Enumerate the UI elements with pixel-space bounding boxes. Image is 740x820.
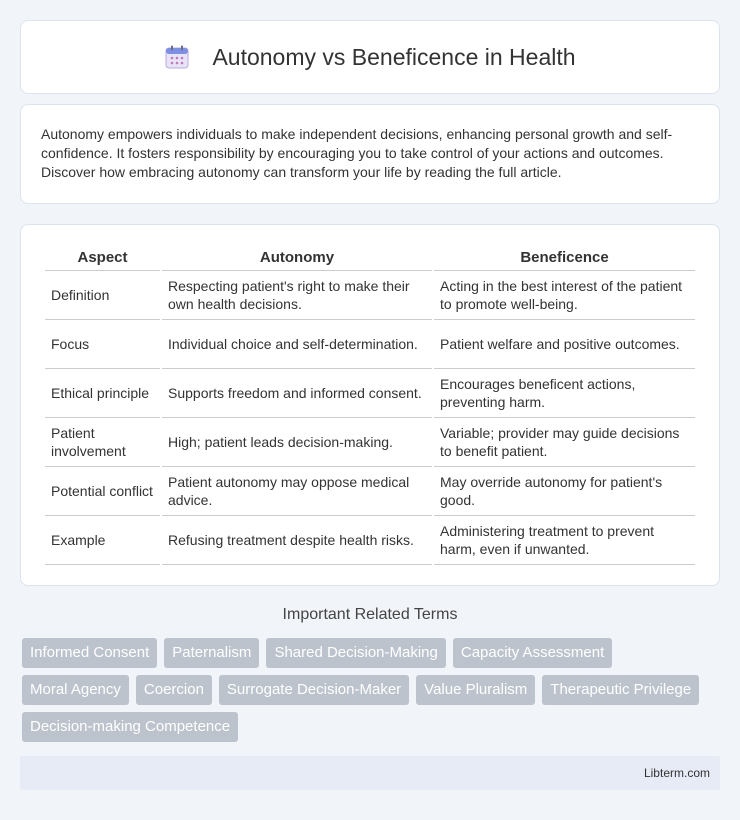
cell-autonomy: High; patient leads decision-making. — [162, 418, 432, 467]
table-row — [45, 516, 695, 565]
header-aspect: Aspect — [45, 245, 160, 271]
cell-aspect: Patient involvement — [45, 418, 160, 467]
cell-beneficence: Administering treatment to prevent harm, even if unwanted. — [434, 516, 695, 565]
header-autonomy: Autonomy — [162, 245, 432, 271]
intro-card — [20, 104, 720, 204]
cell-autonomy: Supports freedom and informed consent. — [162, 369, 432, 418]
header-beneficence: Beneficence — [434, 245, 695, 271]
comparison-card — [20, 224, 720, 586]
cell-beneficence: Acting in the best interest of the patient to promote well-being. — [434, 271, 695, 320]
related-term-tag[interactable]: Moral Agency — [22, 675, 129, 705]
cell-aspect: Focus — [45, 320, 160, 369]
footer — [20, 756, 720, 790]
related-term-tag[interactable]: Value Pluralism — [416, 675, 535, 705]
cell-autonomy: Individual choice and self-determination. — [162, 320, 432, 369]
related-term-tag[interactable]: Coercion — [136, 675, 212, 705]
table-row — [45, 320, 695, 369]
related-term-tag[interactable]: Therapeutic Privilege — [542, 675, 699, 705]
comparison-table — [43, 245, 697, 565]
related-term-tag[interactable]: Capacity Assessment — [453, 638, 612, 668]
related-term-tag[interactable]: Paternalism — [164, 638, 259, 668]
related-terms-list — [22, 638, 702, 742]
cell-beneficence: Encourages beneficent actions, preventing harm. — [434, 369, 695, 418]
cell-autonomy: Refusing treatment despite health risks. — [162, 516, 432, 565]
related-terms-title: Important Related Terms — [282, 606, 458, 623]
related-term-tag[interactable]: Shared Decision-Making — [266, 638, 445, 668]
cell-aspect: Example — [45, 516, 160, 565]
cell-aspect: Ethical principle — [45, 369, 160, 418]
page-title: Autonomy vs Beneficence in Health — [212, 43, 576, 70]
related-term-tag[interactable]: Informed Consent — [22, 638, 157, 668]
table-row — [45, 467, 695, 516]
header-card — [20, 20, 720, 94]
table-row — [45, 271, 695, 320]
table-row — [45, 369, 695, 418]
related-term-tag[interactable]: Decision-making Competence — [22, 712, 238, 742]
table-header-row — [45, 245, 695, 271]
related-term-tag[interactable]: Surrogate Decision-Maker — [219, 675, 409, 705]
intro-text: Autonomy empowers individuals to make independent decisions, enhancing personal growth and self-confidence. It fosters responsibility by encouraging you to take control of your actions and outcomes. Discover how embracing autonomy can transform your life by reading the full article. — [41, 126, 673, 180]
cell-autonomy: Patient autonomy may oppose medical advice. — [162, 467, 432, 516]
cell-beneficence: Variable; provider may guide decisions to benefit patient. — [434, 418, 695, 467]
cell-autonomy: Respecting patient's right to make their own health decisions. — [162, 271, 432, 320]
calendar-icon — [164, 44, 190, 70]
cell-aspect: Potential conflict — [45, 467, 160, 516]
footer-brand-link[interactable]: Libterm.com — [643, 766, 710, 780]
cell-aspect: Definition — [45, 271, 160, 320]
cell-beneficence: May override autonomy for patient's good. — [434, 467, 695, 516]
cell-beneficence: Patient welfare and positive outcomes. — [434, 320, 695, 369]
table-row — [45, 418, 695, 467]
